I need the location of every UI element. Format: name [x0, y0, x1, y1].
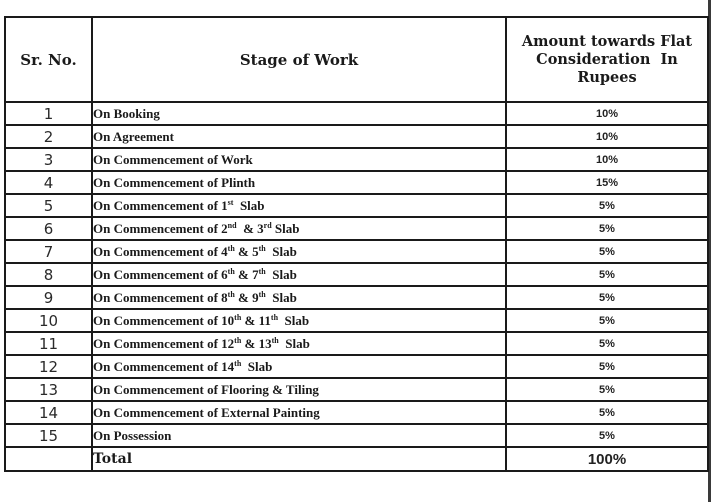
stage-text: Slab: [278, 335, 310, 351]
sr-no-cell: 10: [5, 309, 92, 332]
header-row: [5, 17, 708, 102]
payment-schedule-table: [4, 16, 709, 472]
stage-text: On Booking: [93, 105, 160, 121]
amount-cell: 10%: [506, 148, 708, 171]
table-body: [5, 102, 708, 447]
table-row: [5, 148, 708, 171]
amount-cell: 10%: [506, 102, 708, 125]
stage-text: On Commencement of 4: [93, 243, 228, 259]
stage-text: Slab: [233, 197, 265, 213]
table-row: [5, 240, 708, 263]
ordinal-suffix: th: [234, 358, 242, 368]
total-amount: 100%: [506, 447, 708, 471]
header-amount-line2: Consideration In: [536, 50, 678, 68]
stage-of-work-cell: [92, 217, 506, 240]
ordinal-suffix: th: [258, 289, 266, 299]
stage-of-work-cell: [92, 240, 506, 263]
sr-no-cell: 15: [5, 424, 92, 447]
sr-no-cell: 4: [5, 171, 92, 194]
ordinal-suffix: th: [270, 312, 279, 322]
sr-no-cell: 2: [5, 125, 92, 148]
table-row: [5, 332, 708, 355]
amount-cell: 5%: [506, 309, 708, 332]
stage-of-work-cell: [92, 171, 506, 194]
amount-cell: 5%: [506, 424, 708, 447]
sr-no-cell: 14: [5, 401, 92, 424]
stage-text: On Commencement of External Painting: [93, 404, 320, 420]
stage-text: Slab: [265, 266, 297, 282]
stage-text: Slab: [265, 243, 297, 259]
stage-text: On Commencement of 1: [93, 197, 228, 213]
amount-cell: 15%: [506, 171, 708, 194]
amount-cell: 5%: [506, 217, 708, 240]
ordinal-suffix: th: [227, 243, 235, 253]
ordinal-suffix: rd: [263, 220, 272, 230]
table-row: [5, 194, 708, 217]
stage-of-work-cell: [92, 355, 506, 378]
stage-text: On Agreement: [93, 128, 174, 144]
amount-cell: 5%: [506, 355, 708, 378]
stage-text: Slab: [271, 220, 300, 236]
ordinal-suffix: th: [234, 312, 242, 322]
table-row: [5, 424, 708, 447]
stage-text: On Commencement of 10: [93, 312, 235, 328]
stage-text: On Commencement of Work: [93, 151, 253, 167]
sr-no-cell: 13: [5, 378, 92, 401]
table-row: [5, 171, 708, 194]
sr-no-cell: 9: [5, 286, 92, 309]
stage-of-work-cell: [92, 309, 506, 332]
stage-text: On Commencement of 14: [93, 358, 235, 374]
stage-of-work-cell: [92, 102, 506, 125]
stage-text: & 13: [241, 335, 272, 351]
stage-text: On Commencement of 2: [93, 220, 228, 236]
stage-text: On Commencement of 8: [93, 289, 228, 305]
amount-cell: 5%: [506, 378, 708, 401]
total-sr-cell: [5, 447, 92, 471]
stage-text: & 7: [234, 266, 259, 282]
stage-text: Slab: [265, 289, 297, 305]
stage-text: On Commencement of 6: [93, 266, 228, 282]
header-amount-line3: Rupees: [577, 68, 637, 86]
sr-no-cell: 3: [5, 148, 92, 171]
ordinal-suffix: st: [227, 197, 234, 207]
amount-cell: 5%: [506, 332, 708, 355]
table-row: [5, 263, 708, 286]
sr-no-cell: 6: [5, 217, 92, 240]
total-label: Total: [92, 447, 506, 471]
table-row: [5, 378, 708, 401]
stage-text: & 9: [234, 289, 259, 305]
stage-text: & 11: [241, 312, 271, 328]
amount-cell: 5%: [506, 240, 708, 263]
stage-of-work-cell: [92, 332, 506, 355]
stage-of-work-cell: [92, 194, 506, 217]
table-row: [5, 401, 708, 424]
table-row: [5, 286, 708, 309]
stage-text: On Commencement of Plinth: [93, 174, 256, 190]
sr-no-cell: 8: [5, 263, 92, 286]
stage-text: Slab: [278, 312, 310, 328]
amount-cell: 5%: [506, 286, 708, 309]
header-sr-no: Sr. No.: [5, 17, 92, 102]
ordinal-suffix: th: [258, 243, 266, 253]
stage-text: & 3: [236, 220, 264, 236]
ordinal-suffix: th: [271, 335, 279, 345]
sr-no-cell: 12: [5, 355, 92, 378]
stage-of-work-cell: [92, 378, 506, 401]
stage-text: On Commencement of 12: [93, 335, 235, 351]
amount-cell: 5%: [506, 401, 708, 424]
table-row: [5, 217, 708, 240]
header-stage-of-work: Stage of Work: [92, 17, 506, 102]
table-row: [5, 125, 708, 148]
table-row: [5, 102, 708, 125]
sr-no-cell: 11: [5, 332, 92, 355]
stage-text: & 5: [234, 243, 259, 259]
table-row: [5, 355, 708, 378]
stage-of-work-cell: [92, 125, 506, 148]
stage-text: Slab: [241, 358, 273, 374]
ordinal-suffix: th: [227, 289, 235, 299]
ordinal-suffix: nd: [227, 220, 237, 230]
stage-of-work-cell: [92, 424, 506, 447]
amount-cell: 5%: [506, 194, 708, 217]
sr-no-cell: 7: [5, 240, 92, 263]
header-amount: [506, 17, 708, 102]
stage-text: On Possession: [93, 427, 172, 443]
sr-no-cell: 1: [5, 102, 92, 125]
amount-cell: 10%: [506, 125, 708, 148]
ordinal-suffix: th: [234, 335, 242, 345]
stage-of-work-cell: [92, 286, 506, 309]
stage-of-work-cell: [92, 148, 506, 171]
sr-no-cell: 5: [5, 194, 92, 217]
table-row: [5, 309, 708, 332]
stage-of-work-cell: [92, 401, 506, 424]
total-row: [5, 447, 708, 471]
stage-text: On Commencement of Flooring & Tiling: [93, 381, 319, 397]
header-amount-line1: Amount towards Flat: [521, 32, 693, 50]
stage-of-work-cell: [92, 263, 506, 286]
amount-cell: 5%: [506, 263, 708, 286]
ordinal-suffix: th: [258, 266, 266, 276]
ordinal-suffix: th: [227, 266, 235, 276]
